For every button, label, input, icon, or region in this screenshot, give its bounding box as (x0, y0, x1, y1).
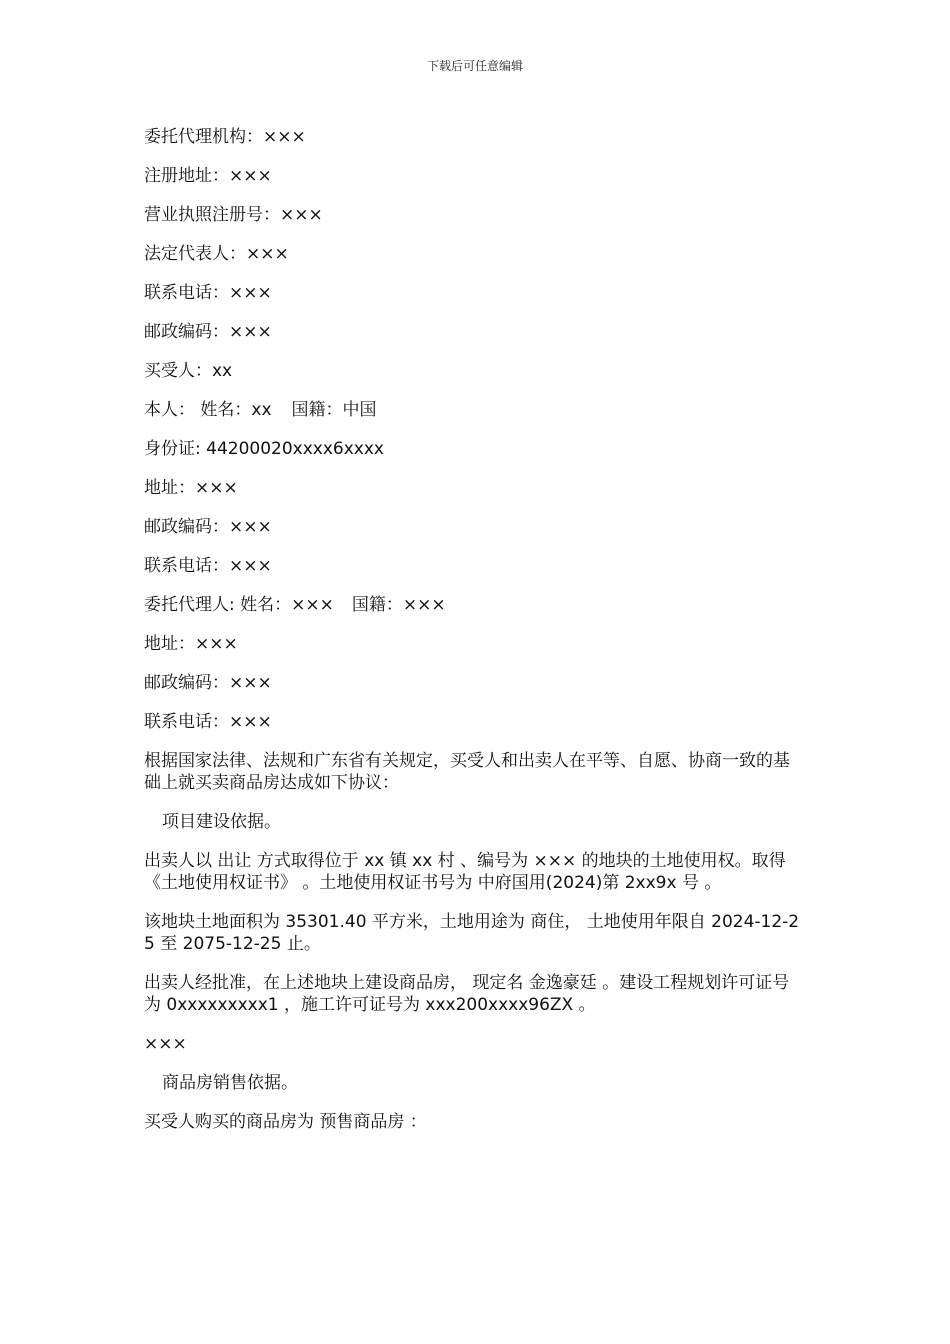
document-body (144, 126, 804, 1150)
license-no-line: 营业执照注册号：××× (144, 205, 323, 225)
postcode-line: 邮政编码：××× (144, 322, 272, 342)
id-card-line: 身份证: 44200020xxxx6xxxx (144, 439, 384, 459)
land-acquisition-paragraph: 出卖人以 出让 方式取得位于 xx 镇 xx 村 、编号为 ××× 的地块的土地使用权。取得《土地使用权证书》 。土地使用权证书号为 中府国用(2024)第 2xx9x 号 。 (144, 851, 786, 893)
placeholder-line: ××× (144, 1034, 187, 1054)
agent-org-line: 委托代理机构：××× (144, 127, 306, 147)
land-area-paragraph: 该地块土地面积为 35301.40 平方米，土地用途为 商住， 土地使用年限自 2024-12-25 至 2075-12-25 止。 (144, 912, 800, 954)
purchase-type-line: 买受人购买的商品房为 预售商品房 ： (144, 1112, 427, 1132)
section-heading: 项目建设依据。 (162, 812, 281, 832)
intro-paragraph: 根据国家法律、法规和广东省有关规定，买受人和出卖人在平等、自愿、协商一致的基础上就买卖商品房达成如下协议： (144, 751, 790, 793)
self-nationality: 国籍：中国 (291, 400, 377, 420)
postcode-line: 邮政编码：××× (144, 673, 272, 693)
buyer-line: 买受人：xx (144, 361, 233, 381)
address-line: 地址：××× (144, 634, 238, 654)
phone-line: 联系电话：××× (144, 556, 272, 576)
building-permit-paragraph: 出卖人经批准，在上述地块上建设商品房， 现定名 金逸豪廷 。建设工程规划许可证号为 0xxxxxxxxx1 ，施工许可证号为 xxx200xxxx96ZX 。 (144, 973, 790, 1015)
agent-nationality: 国籍：××× (351, 595, 446, 615)
section-heading: 商品房销售依据。 (162, 1073, 298, 1093)
postcode-line: 邮政编码：××× (144, 517, 272, 537)
agent-name: 委托代理人: 姓名：××× (144, 595, 334, 615)
phone-line: 联系电话：××× (144, 283, 272, 303)
buyer-self-line (144, 399, 804, 421)
self-name: 本人： 姓名：xx (144, 400, 272, 420)
header-note: 下载后可任意编辑 (426, 59, 523, 73)
legal-rep-line: 法定代表人：××× (144, 244, 289, 264)
agent-line (144, 594, 804, 616)
phone-line: 联系电话：××× (144, 712, 272, 732)
reg-address-line: 注册地址：××× (144, 166, 272, 186)
address-line: 地址：××× (144, 478, 238, 498)
